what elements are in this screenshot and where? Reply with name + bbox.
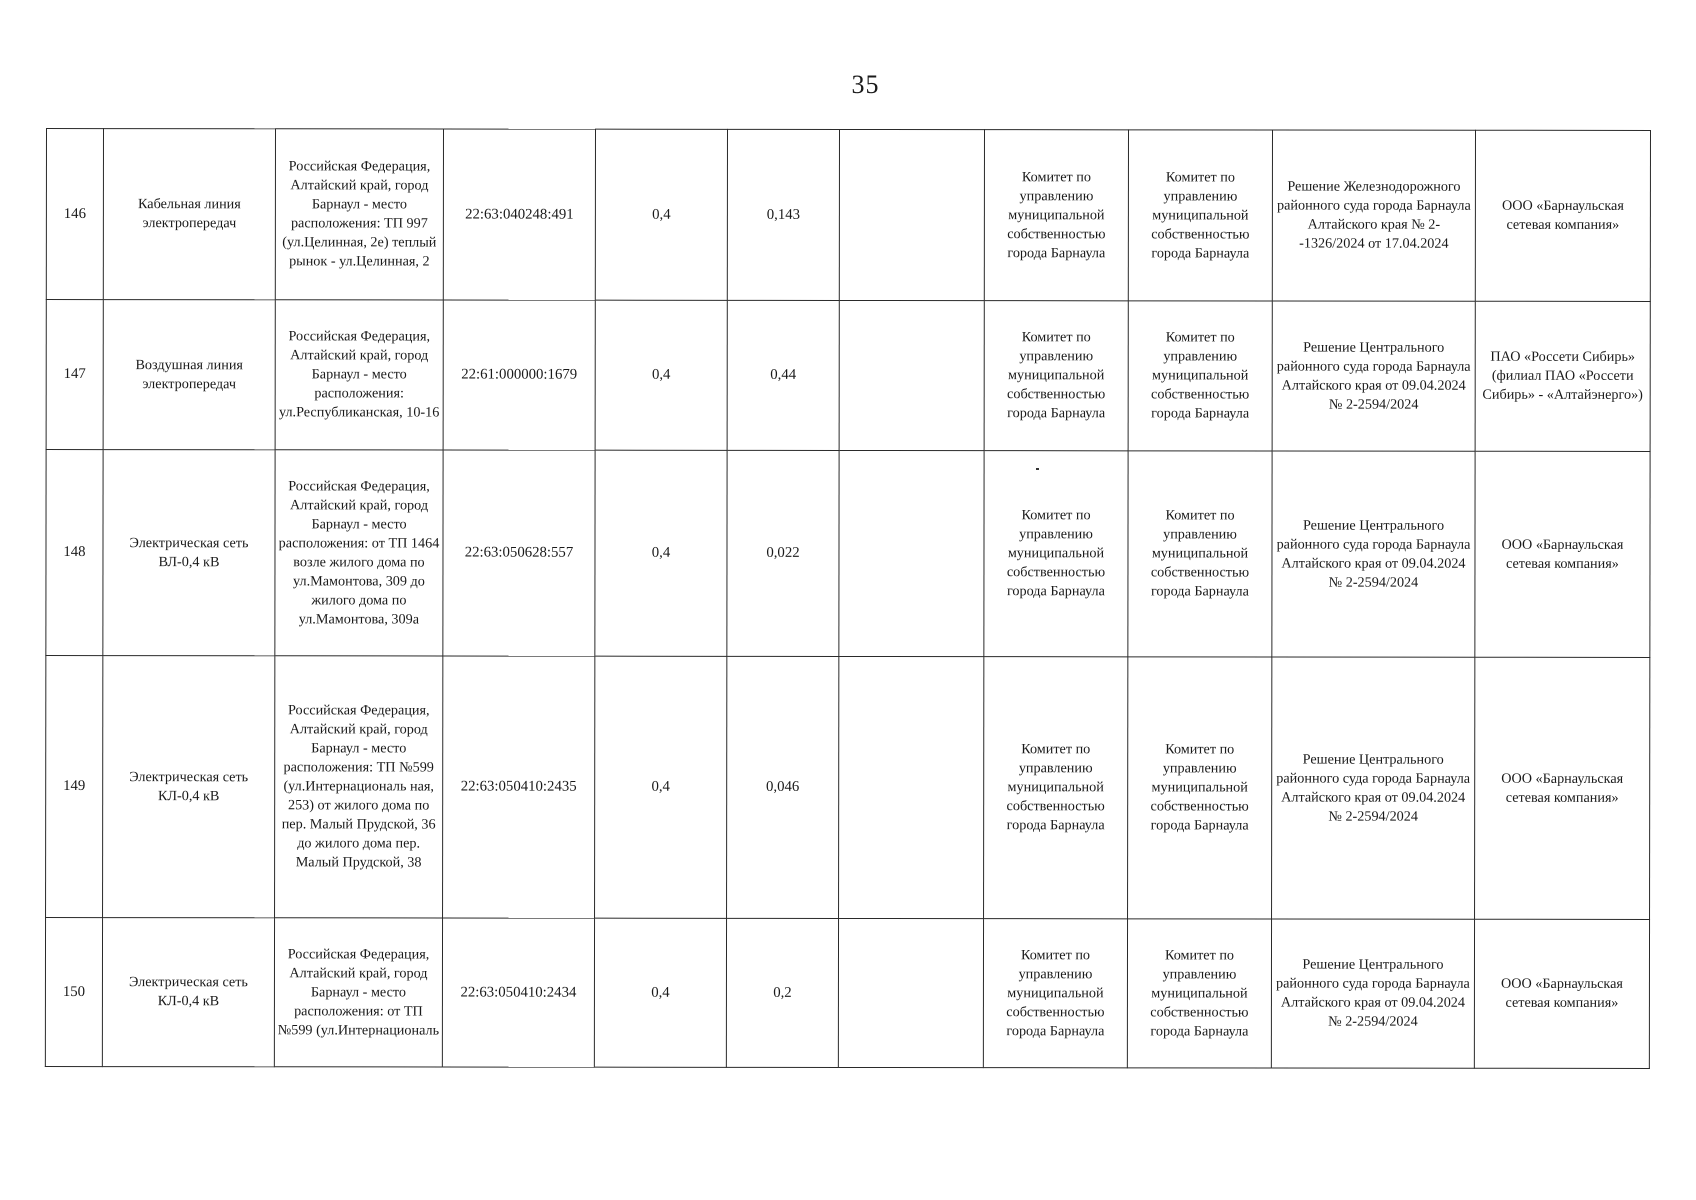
empty-cell xyxy=(839,129,984,300)
length-value: 0,022 xyxy=(727,450,839,656)
voltage-value: 0,4 xyxy=(595,300,727,450)
property-register-table xyxy=(45,128,1651,1069)
owner-cell: Комитет по управлению муниципальной собственностью города Барнаула xyxy=(984,301,1128,451)
length-value: 0,143 xyxy=(727,129,839,300)
object-name: Кабельная линия электропередач xyxy=(103,129,275,300)
holder-cell: Комитет по управлению муниципальной собственностью города Барнаула xyxy=(1128,301,1272,451)
cadastral-number: 22:63:040248:491 xyxy=(443,129,595,300)
empty-cell xyxy=(838,918,983,1067)
voltage-value: 0,4 xyxy=(594,918,726,1067)
table-row xyxy=(45,918,1649,1069)
length-value: 0,44 xyxy=(727,300,839,450)
cadastral-number: 22:63:050410:2434 xyxy=(442,918,594,1067)
voltage-value: 0,4 xyxy=(595,129,727,300)
basis-document: Решение Железнодорожного районного суда города Барнаула Алтайского края № 2--1326/2024 от 17.04.2024 xyxy=(1272,130,1475,301)
owner-cell: Комитет по управлению муниципальной собственностью города Барнаула xyxy=(984,657,1128,919)
object-name: Электрическая сеть КЛ-0,4 кВ xyxy=(103,656,275,918)
operator-cell: ООО «Барнаульская сетевая компания» xyxy=(1475,657,1650,919)
operator-cell: ООО «Барнаульская сетевая компания» xyxy=(1475,130,1650,301)
empty-cell xyxy=(839,300,984,450)
length-value: 0,2 xyxy=(726,918,838,1067)
cadastral-number: 22:61:000000:1679 xyxy=(443,300,595,450)
object-name: Электрическая сеть КЛ-0,4 кВ xyxy=(102,918,274,1067)
table-row xyxy=(46,450,1650,658)
cadastral-number: 22:63:050628:557 xyxy=(443,450,595,656)
holder-cell: Комитет по управлению муниципальной собственностью города Барнаула xyxy=(1128,451,1272,657)
empty-cell xyxy=(839,450,984,656)
row-number: 146 xyxy=(46,129,103,300)
holder-cell: Комитет по управлению муниципальной собственностью города Барнаула xyxy=(1127,919,1271,1068)
row-number: 147 xyxy=(46,300,103,450)
object-address: Российская Федерация, Алтайский край, город Барнаул - место расположения: ТП 997 (ул.Целинная, 2е) теплый рынок - ул.Целинная, 2 xyxy=(275,129,443,300)
object-address: Российская Федерация, Алтайский край, город Барнаул - место расположения: от ТП №599 (ул.Интернациональ xyxy=(274,918,442,1067)
basis-document: Решение Центрального районного суда города Барнаула Алтайского края от 09.04.2024 № 2-2594/2024 xyxy=(1271,919,1474,1068)
owner-cell: Комитет по управлению муниципальной собственностью города Барнаула xyxy=(983,919,1127,1068)
voltage-value: 0,4 xyxy=(595,450,727,656)
row-number: 150 xyxy=(45,918,102,1067)
holder-cell: Комитет по управлению муниципальной собственностью города Барнаула xyxy=(1128,657,1272,919)
basis-document: Решение Центрального районного суда города Барнаула Алтайского края от 09.04.2024 № 2-2594/2024 xyxy=(1272,301,1475,451)
object-name: Воздушная линия электропередач xyxy=(103,300,275,450)
object-address: Российская Федерация, Алтайский край, город Барнаул - место расположения: от ТП 1464 возле жилого дома по ул.Мамонтова, 309 до жилого дома по ул.Мамонтова, 309а xyxy=(275,450,443,656)
object-address: Российская Федерация, Алтайский край, город Барнаул - место расположения: ул.Республиканская, 10-16 xyxy=(275,300,443,450)
owner-cell: Комитет по управлению муниципальной собственностью города Барнаула xyxy=(984,130,1128,301)
object-name: Электрическая сеть ВЛ-0,4 кВ xyxy=(103,450,275,656)
cadastral-number: 22:63:050410:2435 xyxy=(443,656,595,918)
table-row xyxy=(46,656,1650,920)
row-number: 149 xyxy=(46,656,103,918)
empty-cell xyxy=(839,656,984,918)
length-value: 0,046 xyxy=(727,656,839,918)
table-row xyxy=(46,129,1650,302)
page-number: 35 xyxy=(851,70,880,99)
scan-speck xyxy=(1036,468,1039,470)
basis-document: Решение Центрального районного суда города Барнаула Алтайского края от 09.04.2024 № 2-2594/2024 xyxy=(1272,451,1475,657)
operator-cell: ПАО «Россети Сибирь» (филиал ПАО «Россети Сибирь» - «Алтайэнерго») xyxy=(1475,301,1650,451)
operator-cell: ООО «Барнаульская сетевая компания» xyxy=(1475,451,1650,657)
owner-cell: Комитет по управлению муниципальной собственностью города Барнаула xyxy=(984,451,1128,657)
basis-document: Решение Центрального районного суда города Барнаула Алтайского края от 09.04.2024 № 2-2594/2024 xyxy=(1272,657,1475,919)
holder-cell: Комитет по управлению муниципальной собственностью города Барнаула xyxy=(1128,130,1272,301)
operator-cell: ООО «Барнаульская сетевая компания» xyxy=(1474,919,1649,1068)
table-row xyxy=(46,300,1650,452)
object-address: Российская Федерация, Алтайский край, город Барнаул - место расположения: ТП №599 (ул.Интернациональ ная, 253) от жилого дома по пер. Малый Прудской, 36 до жилого дома пер. Малый Прудской, 38 xyxy=(275,656,443,918)
voltage-value: 0,4 xyxy=(595,656,727,918)
row-number: 148 xyxy=(46,450,103,656)
